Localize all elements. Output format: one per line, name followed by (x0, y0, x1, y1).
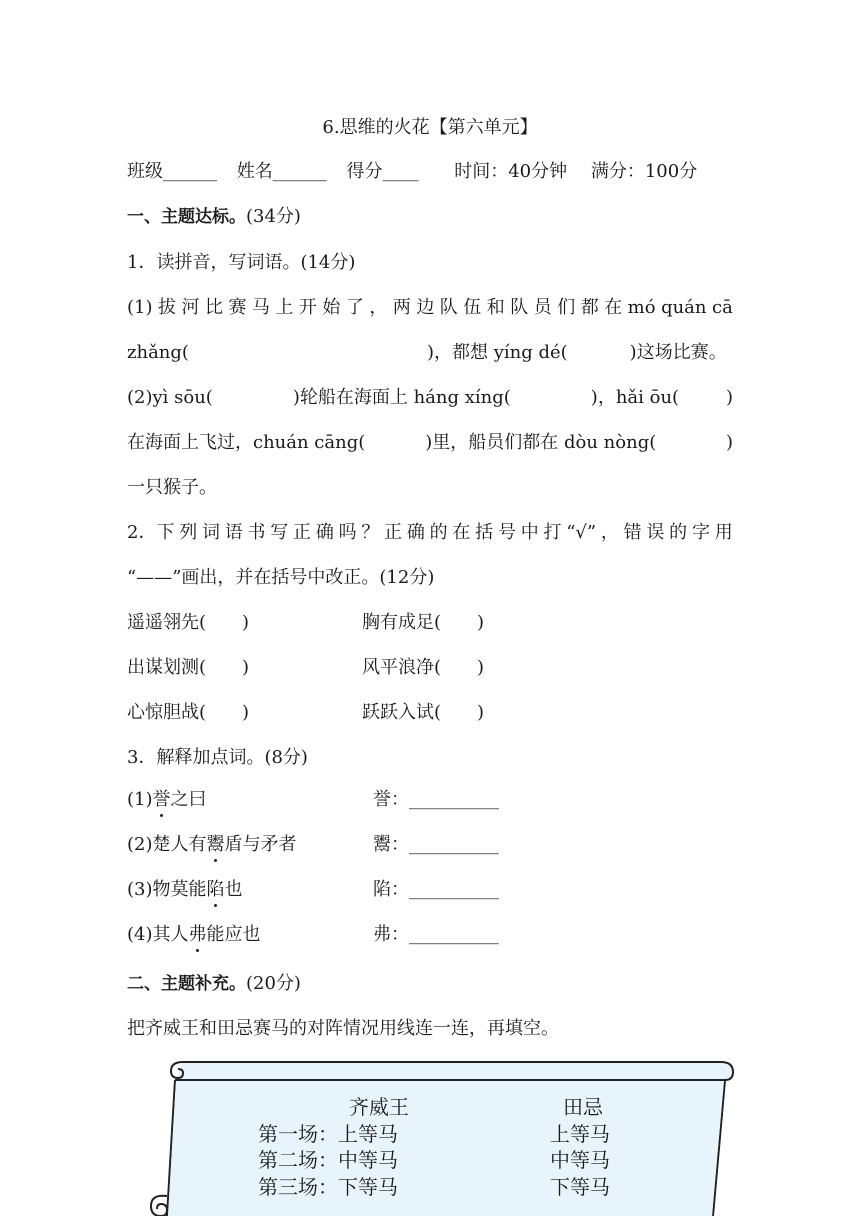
q1-p1-line2: zhǎng( )，都想 yíng dé( )这场比赛。 (127, 342, 727, 363)
match-right-item[interactable]: 中等马 (550, 1148, 610, 1172)
q1-p1-token: 始 (322, 297, 341, 318)
q1-p1-token: ， (369, 297, 388, 318)
q2-item[interactable]: 心惊胆战( ) (127, 702, 250, 723)
q2-heading-token: 打 (543, 522, 562, 543)
q1-p1-token: 伍 (463, 297, 482, 318)
q1-p1-token: 开 (298, 297, 317, 318)
q2-heading-token: ？ (361, 522, 380, 543)
q1-p1-token: 上 (275, 297, 294, 318)
q2-heading-token: 确 (315, 522, 334, 543)
q2-heading-token: 误 (646, 522, 665, 543)
q3-item: (1)誉之曰 (127, 789, 207, 810)
q1-p1-token: 了 (345, 297, 364, 318)
q2-item-row (127, 701, 249, 725)
q2-item-row (127, 611, 249, 635)
q2-heading-token: 的 (429, 522, 448, 543)
q1-p1-line1 (127, 296, 733, 320)
q2-heading-token: 号 (497, 522, 516, 543)
scroll-frame (143, 1056, 738, 1216)
q2-heading-token: 用 (714, 522, 733, 543)
q3-answer-field[interactable]: 誉：__________ (373, 789, 499, 810)
q2-item[interactable]: 跃跃入试( ) (362, 702, 485, 723)
q2-heading-token: 语 (224, 522, 243, 543)
match-right-item[interactable]: 上等马 (550, 1122, 610, 1146)
q1-heading: 1．读拼音，写词语。(14分) (127, 252, 356, 273)
q2-heading-token: 2．下 (127, 522, 175, 543)
info-line (127, 160, 697, 184)
class-field[interactable]: 班级______ (127, 161, 217, 182)
match-right-item[interactable]: 下等马 (550, 1175, 610, 1199)
q2-item[interactable]: 遥遥翎先( ) (127, 612, 250, 633)
q3-answer-field[interactable]: 弗：__________ (373, 924, 499, 945)
q2-heading-line2: “——”画出，并在括号中改正。(12分) (127, 567, 435, 588)
q1-p1-token: 队 (439, 297, 458, 318)
q2-heading-token: 确 (406, 522, 425, 543)
q2-item[interactable]: 出谋划测( ) (127, 657, 250, 678)
q1-p2-line3: 一只猴子。 (127, 477, 217, 498)
q1-p1-token: 拔 (157, 297, 176, 318)
q2-heading-token: ， (600, 522, 619, 543)
section2-instruction: 把齐威王和田忌赛马的对阵情况用线连一连，再填空。 (127, 1018, 559, 1039)
q2-item-row (127, 656, 249, 680)
q1-p1-token: 边 (416, 297, 435, 318)
table-header-tian: 田忌 (563, 1095, 603, 1119)
q1-p1-token: quán (661, 297, 707, 318)
q3-item: (2)楚人有鬻盾与矛者 (127, 834, 297, 855)
match-left-item[interactable]: 第三场：下等马 (258, 1175, 398, 1199)
q1-p1-token: 队 (510, 297, 529, 318)
q1-p1-token: 赛 (228, 297, 247, 318)
q1-p1-token: 比 (204, 297, 223, 318)
match-left-item[interactable]: 第一场：上等马 (258, 1122, 398, 1146)
q3-item: (3)物莫能陷也 (127, 879, 243, 900)
q2-heading-token: 词 (201, 522, 220, 543)
q1-p1-token: 河 (181, 297, 200, 318)
q2-heading-token: 错 (623, 522, 642, 543)
scroll-border-icon (143, 1056, 738, 1216)
q2-heading-token: 括 (475, 522, 494, 543)
full-score-label: 满分：100分 (590, 161, 698, 182)
q1-p2-line1: (2)yì sōu( )轮船在海面上 háng xíng( )，hǎi ōu( ) (127, 387, 733, 408)
q2-heading-token: 的 (669, 522, 688, 543)
q3-answer-field[interactable]: 陷：__________ (373, 879, 499, 900)
q1-p1-token: (1) (127, 297, 153, 318)
q1-p1-token: cā (712, 297, 733, 318)
time-label: 时间：40分钟 (454, 161, 568, 182)
q2-item[interactable]: 风平浪净( ) (362, 657, 485, 678)
table-header-qi: 齐威王 (349, 1095, 409, 1119)
q2-heading-line1 (127, 521, 733, 545)
q1-p1-token: 两 (392, 297, 411, 318)
page-title: 6.思维的火花【第六单元】 (322, 117, 538, 138)
q3-answer-field[interactable]: 鬻：__________ (373, 834, 499, 855)
q3-item: (4)其人弗能应也 (127, 924, 261, 945)
q2-item[interactable]: 胸有成足( ) (362, 612, 485, 633)
q2-heading-token: 正 (384, 522, 403, 543)
q2-heading-token: 列 (179, 522, 198, 543)
q1-p2-line2: 在海面上飞过，chuán cāng( )里，船员们都在 dòu nòng( ) (127, 432, 733, 453)
q2-heading-token: 书 (247, 522, 266, 543)
q2-heading-token: 写 (270, 522, 289, 543)
q1-p1-token: 马 (251, 297, 270, 318)
q2-heading-token: 正 (293, 522, 312, 543)
q2-heading-token: 字 (691, 522, 710, 543)
name-field[interactable]: 姓名______ (236, 161, 327, 182)
q1-p1-token: 们 (557, 297, 576, 318)
q2-heading-token: 中 (520, 522, 539, 543)
q1-p1-token: 在 (604, 297, 623, 318)
q1-p1-token: mó (627, 297, 656, 318)
q1-p1-token: 都 (580, 297, 599, 318)
q1-p1-token: 员 (533, 297, 552, 318)
q2-heading-token: “√” (566, 522, 597, 543)
match-left-item[interactable]: 第二场：中等马 (258, 1148, 398, 1172)
section2-heading: 二、主题补充。(20分) (127, 973, 301, 994)
section1-heading: 一、主题达标。(34分) (127, 206, 301, 227)
q3-heading: 3．解释加点词。(8分) (127, 747, 308, 768)
q2-heading-token: 吗 (338, 522, 357, 543)
q1-p1-token: 和 (486, 297, 505, 318)
q2-heading-token: 在 (452, 522, 471, 543)
score-field[interactable]: 得分____ (346, 161, 419, 182)
